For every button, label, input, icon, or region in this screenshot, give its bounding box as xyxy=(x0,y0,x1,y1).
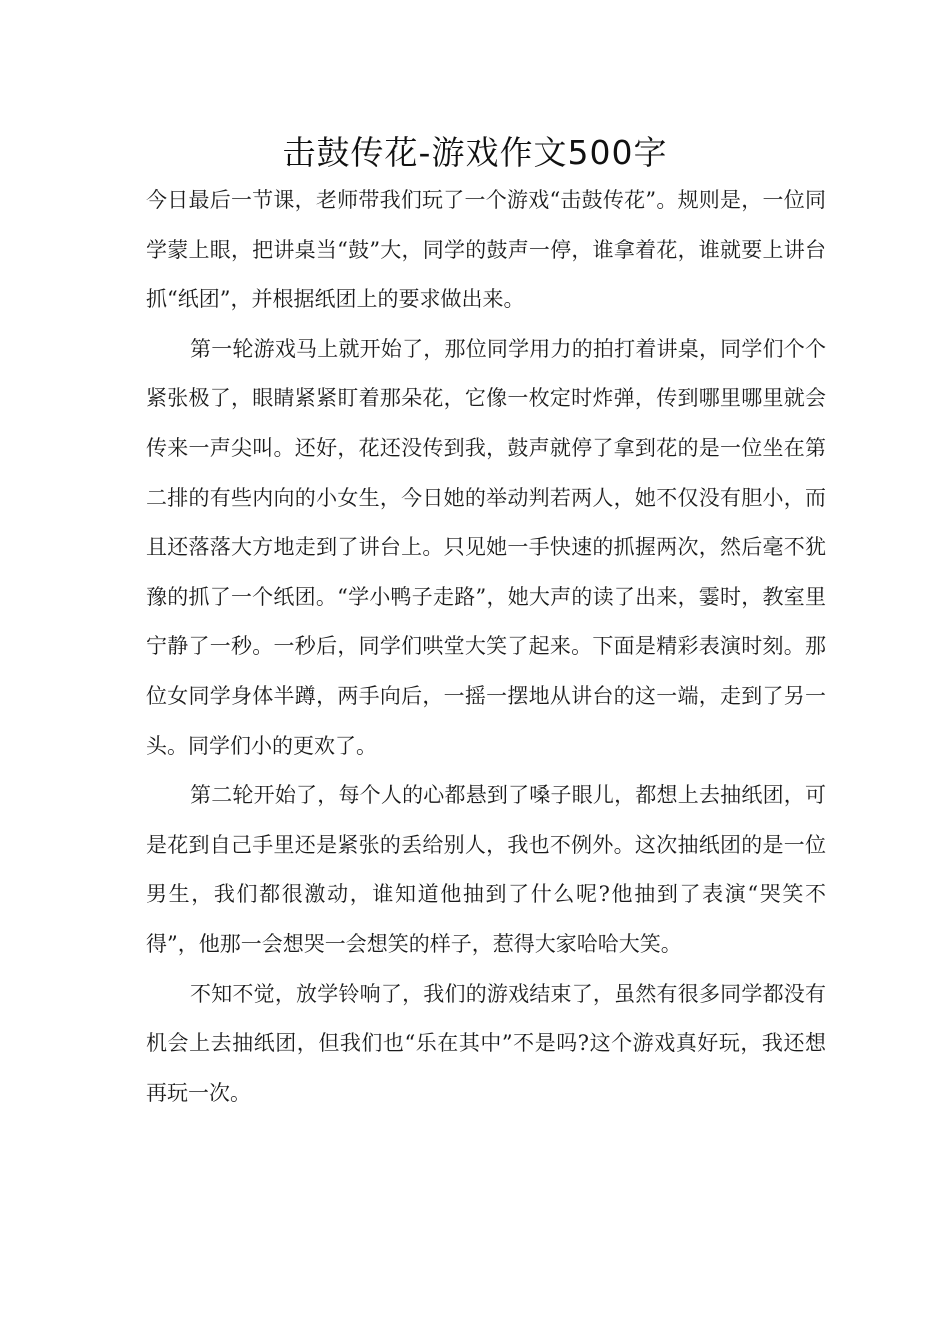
paragraph-3: 第二轮开始了，每个人的心都悬到了嗓子眼儿，都想上去抽纸团，可是花到自己手里还是紧张的丢给别人，我也不例外。这次抽纸团的是一位男生，我们都很激动，谁知道他抽到了什么呢?他抽到了表演“哭笑不得”，他那一会想哭一会想笑的样子，惹得大家哈哈大笑。 xyxy=(146,783,826,956)
paragraph-4: 不知不觉，放学铃响了，我们的游戏结束了，虽然有很多同学都没有机会上去抽纸团，但我们也“乐在其中”不是吗?这个游戏真好玩，我还想再玩一次。 xyxy=(146,981,826,1105)
document-title: 击鼓传花-游戏作文500字 xyxy=(282,133,668,172)
document-body xyxy=(146,176,826,1118)
paragraph-1: 今日最后一节课，老师带我们玩了一个游戏“击鼓传花”。规则是，一位同学蒙上眼，把讲桌当“鼓”大，同学的鼓声一停，谁拿着花，谁就要上讲台抓“纸团”，并根据纸团上的要求做出来。 xyxy=(146,188,826,312)
paragraph-2: 第一轮游戏马上就开始了，那位同学用力的拍打着讲桌，同学们个个紧张极了，眼睛紧紧盯着那朵花，它像一枚定时炸弹，传到哪里哪里就会传来一声尖叫。还好，花还没传到我，鼓声就停了拿到花的是一位坐在第二排的有些内向的小女生，今日她的举动判若两人，她不仅没有胆小，而且还落落大方地走到了讲台上。只见她一手快速的抓握两次，然后毫不犹豫的抓了一个纸团。“学小鸭子走路”，她大声的读了出来，霎时，教室里宁静了一秒。一秒后，同学们哄堂大笑了起来。下面是精彩表演时刻。那位女同学身体半蹲，两手向后，一摇一摆地从讲台的这一端，走到了另一头。同学们小的更欢了。 xyxy=(146,336,826,758)
